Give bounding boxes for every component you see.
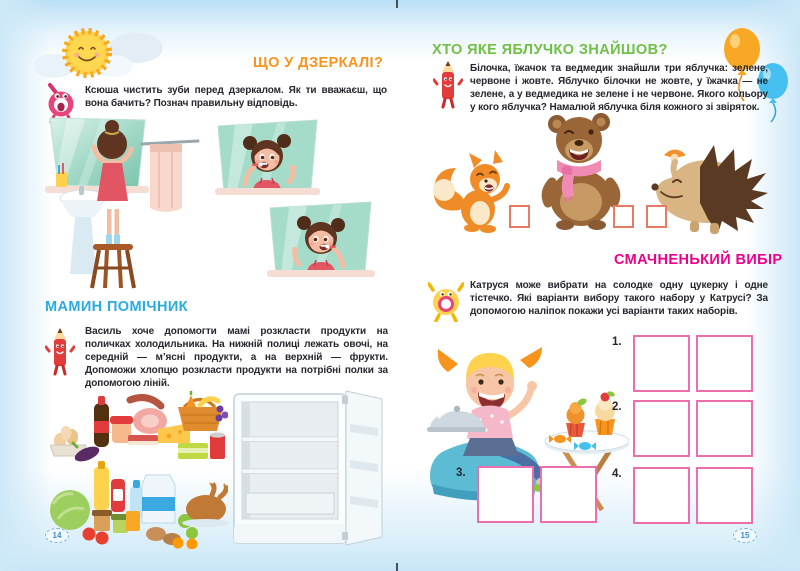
magnifier-character-yellow-icon [428,280,464,322]
set-label-2: 2. [612,401,622,413]
apple-answer-box-bear[interactable] [613,205,634,228]
fridge-illustration [232,390,384,547]
fridge-task-title: МАМИН ПОМІЧНИК [45,299,188,315]
sticker-box-2a[interactable] [633,400,690,457]
fold-mark-bottom [396,563,398,571]
apple-answer-box-squirrel[interactable] [509,205,530,228]
fold-mark-top [396,0,398,8]
set-label-4: 4. [612,468,622,480]
sticker-box-4b[interactable] [696,467,753,524]
mirror-task-title: ЩО У ДЗЕРКАЛІ? [253,55,384,71]
mirror-option-1[interactable] [215,118,320,200]
apples-task-text: Білочка, їжачок та ведмедик знайшли три яблучка: зелене, червоне і жовте. Яблучко білочки не жовте, у їжачка — не зелене, а у ведмедика не зелене і не червоне. Якого кольору у кого яблучка? Намалюй яблучка біля кожного зі звіряток. [470,63,768,113]
pencil-character-icon [45,327,75,377]
sweets-task-title: СМАЧНЕНЬКИЙ ВИБІР [614,252,783,268]
sticker-box-3a[interactable] [477,466,534,523]
apples-task-title: ХТО ЯКЕ ЯБЛУЧКО ЗНАЙШОВ? [432,42,668,58]
page-number-right-value: 15 [740,531,750,540]
sticker-box-4a[interactable] [633,467,690,524]
sweets-task-text: Катруся може вибрати на солодке одну цукерку і одне тістечко. Які варіанти вибору такого набору у Катрусі? За допомогою наліпок покажи усі варіанти таких наборів. [470,280,768,317]
pencil-character-icon [433,60,463,110]
apple-answer-box-hedgehog[interactable] [646,205,667,228]
sticker-box-1b[interactable] [696,335,753,392]
groceries-illustration [50,391,228,549]
page-number-left [45,528,69,543]
page-number-right [733,528,757,543]
squirrel-illustration [430,146,520,236]
mirror-option-2[interactable] [265,200,375,282]
sticker-box-3b[interactable] [540,466,597,523]
sticker-box-1a[interactable] [633,335,690,392]
page-number-left-value: 14 [52,531,62,540]
sun-clouds-illustration [34,24,166,88]
set-label-3: 3. [456,467,466,479]
set-label-1: 1. [612,336,622,348]
sticker-box-2b[interactable] [696,400,753,457]
mirror-task-text: Ксюша чистить зуби перед дзеркалом. Як ти вважаєш, що вона бачить? Познач правильну відповідь. [85,85,387,109]
fridge-task-text: Василь хоче допомогти мамі розкласти продукти на поличках холодильника. На нижній полиці лежать овочі, на середній — м’ясні продукти, а на верхній — фрукти. Допоможи хлопцю розкласти продукти на потрібні полки за допомогою ліній. [85,326,388,389]
